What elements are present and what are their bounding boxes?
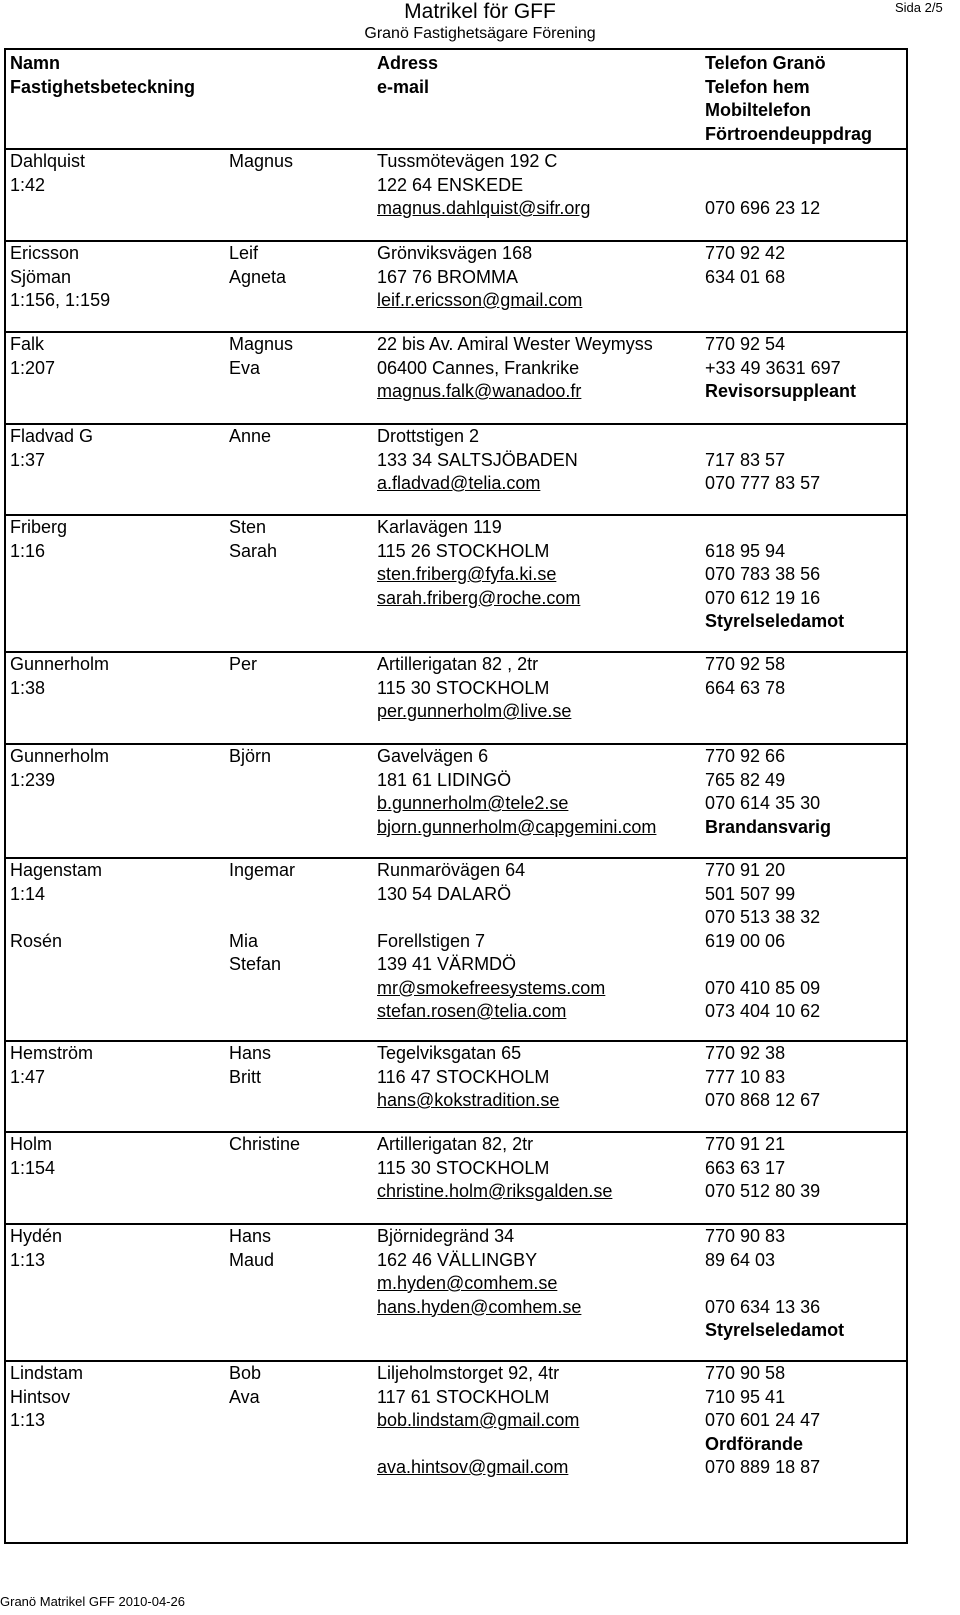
cell-text: Runmarövägen 64 bbox=[377, 860, 526, 880]
first-name-cell bbox=[229, 1225, 274, 1272]
phone-cell bbox=[705, 1133, 820, 1204]
cell-text: 1:239 bbox=[10, 769, 56, 790]
member-entry bbox=[6, 150, 906, 242]
first-name-cell bbox=[229, 859, 295, 977]
address-cell bbox=[377, 1362, 579, 1480]
cell-text bbox=[705, 425, 820, 449]
cell-text: Ericsson bbox=[10, 243, 80, 263]
phone-cell bbox=[705, 516, 844, 634]
name-cell bbox=[10, 516, 67, 563]
member-entry bbox=[6, 242, 906, 333]
cell-text: Eva bbox=[229, 357, 261, 378]
cell-text: Dahlquist bbox=[10, 151, 86, 171]
email-link[interactable]: hans.hyden@comhem.se bbox=[377, 1296, 582, 1317]
address-cell bbox=[377, 745, 656, 839]
cell-text: +33 49 3631 697 bbox=[705, 357, 841, 378]
cell-text: Hans bbox=[229, 1226, 272, 1246]
cell-text: Ava bbox=[229, 1386, 260, 1407]
role-label: Revisorsuppleant bbox=[705, 381, 857, 401]
cell-text: Tegelviksgatan 65 bbox=[377, 1043, 522, 1063]
cell-text: Gunnerholm bbox=[10, 654, 110, 674]
header-label: Adress bbox=[377, 53, 439, 73]
cell-text: 070 612 19 16 bbox=[705, 587, 821, 608]
cell-text: Mia bbox=[229, 930, 259, 951]
cell-text: 770 92 54 bbox=[705, 334, 786, 354]
cell-text: Maud bbox=[229, 1249, 275, 1270]
cell-text: 116 47 STOCKHOLM bbox=[377, 1066, 550, 1087]
cell-text: Björn bbox=[229, 746, 272, 766]
cell-text: Bob bbox=[229, 1363, 262, 1383]
cell-text: 070 410 85 09 bbox=[705, 977, 821, 998]
cell-text bbox=[377, 1433, 579, 1457]
name-cell bbox=[10, 1133, 55, 1180]
first-name-cell bbox=[229, 242, 286, 289]
address-cell bbox=[377, 516, 580, 610]
address-cell bbox=[377, 242, 582, 313]
header-label: Telefon hem bbox=[705, 76, 810, 97]
member-entry bbox=[6, 1225, 906, 1362]
cell-text: Forellstigen 7 bbox=[377, 930, 486, 951]
header-label: Mobiltelefon bbox=[705, 100, 811, 120]
cell-text: Drottstigen 2 bbox=[377, 426, 480, 446]
cell-text: Holm bbox=[10, 1134, 53, 1154]
cell-text: 162 46 VÄLLINGBY bbox=[377, 1249, 538, 1270]
cell-text: Gunnerholm bbox=[10, 746, 110, 766]
cell-text: Sten bbox=[229, 517, 267, 537]
address-cell bbox=[377, 1042, 559, 1113]
cell-text: Rosén bbox=[10, 930, 63, 951]
document-subtitle: Granö Fastighetsägare Förening bbox=[364, 25, 596, 42]
cell-text: 073 404 10 62 bbox=[705, 1001, 821, 1021]
cell-text: 181 61 LIDINGÖ bbox=[377, 769, 512, 790]
cell-text: 501 507 99 bbox=[705, 883, 796, 904]
header-label: Fastighetsbeteckning bbox=[10, 76, 196, 97]
cell-text: 770 92 66 bbox=[705, 746, 786, 766]
cell-text: 770 92 38 bbox=[705, 1043, 786, 1063]
cell-text bbox=[229, 883, 295, 907]
role-label: Ordförande bbox=[705, 1433, 804, 1454]
email-link[interactable]: stefan.rosen@telia.com bbox=[377, 1001, 567, 1021]
phone-cell bbox=[705, 425, 820, 496]
cell-text: 664 63 78 bbox=[705, 677, 786, 698]
cell-text: 115 26 STOCKHOLM bbox=[377, 540, 550, 561]
first-name-cell bbox=[229, 1133, 300, 1157]
email-link[interactable]: sarah.friberg@roche.com bbox=[377, 587, 581, 608]
cell-text: Magnus bbox=[229, 334, 294, 354]
cell-text: 1:42 bbox=[10, 174, 46, 195]
cell-text: 070 614 35 30 bbox=[705, 793, 821, 813]
cell-text: 070 889 18 87 bbox=[705, 1457, 821, 1477]
cell-text: Per bbox=[229, 654, 258, 674]
cell-text: 22 bis Av. Amiral Wester Weymyss bbox=[377, 334, 653, 354]
role-label: Brandansvarig bbox=[705, 816, 832, 837]
first-name-cell bbox=[229, 150, 293, 174]
cell-text: Hydén bbox=[10, 1226, 63, 1246]
document-title: Matrikel för GFF bbox=[404, 0, 556, 23]
cell-text: 710 95 41 bbox=[705, 1386, 786, 1407]
name-cell bbox=[10, 333, 55, 380]
cell-text: 770 92 42 bbox=[705, 243, 786, 263]
cell-text: 89 64 03 bbox=[705, 1249, 776, 1270]
first-name-cell bbox=[229, 745, 271, 769]
member-entry bbox=[6, 1133, 906, 1225]
cell-text: Grönviksvägen 168 bbox=[377, 243, 533, 263]
cell-text: 770 90 83 bbox=[705, 1226, 786, 1246]
cell-text: 663 63 17 bbox=[705, 1157, 786, 1178]
address-cell bbox=[377, 859, 605, 1024]
phone-cell bbox=[705, 242, 785, 289]
address-cell bbox=[377, 1225, 581, 1319]
cell-text: 070 777 83 57 bbox=[705, 473, 821, 493]
cell-text: Sjöman bbox=[10, 266, 72, 287]
cell-text: 130 54 DALARÖ bbox=[377, 883, 512, 904]
first-name-cell bbox=[229, 333, 293, 380]
cell-text: 717 83 57 bbox=[705, 449, 786, 470]
cell-text: 1:13 bbox=[10, 1410, 46, 1430]
cell-text bbox=[705, 174, 820, 198]
phone-cell bbox=[705, 1042, 820, 1113]
name-cell bbox=[10, 150, 85, 197]
cell-text: 115 30 STOCKHOLM bbox=[377, 1157, 550, 1178]
cell-text: Falk bbox=[10, 334, 45, 354]
member-entry bbox=[6, 745, 906, 859]
member-entry bbox=[6, 859, 906, 1042]
cell-text: Artillerigatan 82 , 2tr bbox=[377, 654, 539, 674]
email-link[interactable]: b.gunnerholm@tele2.se bbox=[377, 793, 569, 813]
cell-text: 1:13 bbox=[10, 1249, 46, 1270]
email-link[interactable]: magnus.dahlquist@sifr.org bbox=[377, 198, 591, 218]
address-cell bbox=[377, 150, 590, 221]
cell-text: Hagenstam bbox=[10, 860, 103, 880]
member-entries bbox=[6, 150, 906, 1498]
table-header bbox=[6, 50, 906, 150]
member-entry bbox=[6, 1362, 906, 1498]
name-cell bbox=[10, 1225, 62, 1272]
cell-text: 765 82 49 bbox=[705, 769, 786, 790]
phone-cell bbox=[705, 745, 831, 839]
header-label: Telefon Granö bbox=[705, 53, 826, 73]
cell-text: 1:16 bbox=[10, 540, 46, 561]
email-link[interactable]: bob.lindstam@gmail.com bbox=[377, 1410, 580, 1430]
address-cell bbox=[377, 425, 578, 496]
email-link[interactable]: hans@kokstradition.se bbox=[377, 1090, 560, 1110]
cell-text: Hemström bbox=[10, 1043, 94, 1063]
address-cell bbox=[377, 653, 571, 724]
name-cell bbox=[10, 745, 109, 792]
cell-text: 634 01 68 bbox=[705, 266, 786, 287]
cell-text bbox=[705, 516, 844, 540]
cell-text: Hans bbox=[229, 1043, 272, 1063]
member-entry bbox=[6, 516, 906, 653]
cell-text: Ingemar bbox=[229, 860, 296, 880]
cell-text: 1:14 bbox=[10, 883, 46, 904]
name-cell bbox=[10, 425, 93, 472]
cell-text: 1:154 bbox=[10, 1157, 56, 1178]
cell-text: Stefan bbox=[229, 954, 282, 974]
cell-text: 619 00 06 bbox=[705, 930, 786, 951]
document-footer: Granö Matrikel GFF 2010-04-26 bbox=[0, 1594, 185, 1609]
cell-text: Sarah bbox=[229, 540, 278, 561]
name-cell bbox=[10, 242, 110, 313]
cell-text: Tussmötevägen 192 C bbox=[377, 151, 558, 171]
cell-text: Britt bbox=[229, 1066, 262, 1087]
name-cell bbox=[10, 1362, 83, 1433]
cell-text: Gavelvägen 6 bbox=[377, 746, 489, 766]
cell-text: 1:207 bbox=[10, 357, 56, 378]
email-link[interactable]: per.gunnerholm@live.se bbox=[377, 701, 572, 721]
email-link[interactable]: sten.friberg@fyfa.ki.se bbox=[377, 564, 557, 584]
address-cell bbox=[377, 1133, 612, 1204]
phone-cell bbox=[705, 150, 820, 221]
email-link[interactable]: m.hyden@comhem.se bbox=[377, 1273, 558, 1293]
cell-text: 070 783 38 56 bbox=[705, 564, 821, 584]
cell-text: 122 64 ENSKEDE bbox=[377, 174, 524, 195]
first-name-cell bbox=[229, 425, 271, 449]
cell-text: 06400 Cannes, Frankrike bbox=[377, 357, 580, 378]
cell-text: Agneta bbox=[229, 266, 287, 287]
cell-text: Karlavägen 119 bbox=[377, 517, 502, 537]
header-column-name bbox=[10, 52, 195, 99]
header-column-phone bbox=[705, 52, 872, 146]
cell-text: Lindstam bbox=[10, 1363, 84, 1383]
email-link[interactable]: christine.holm@riksgalden.se bbox=[377, 1181, 613, 1201]
address-cell bbox=[377, 333, 653, 404]
name-cell bbox=[10, 653, 109, 700]
cell-text: 070 634 13 36 bbox=[705, 1296, 821, 1317]
name-cell bbox=[10, 1042, 93, 1089]
member-entry bbox=[6, 425, 906, 516]
email-link[interactable]: leif.r.ericsson@gmail.com bbox=[377, 290, 583, 310]
header-label: e-mail bbox=[377, 76, 430, 97]
cell-text: 1:37 bbox=[10, 449, 46, 470]
cell-text bbox=[10, 906, 102, 930]
cell-text: 070 868 12 67 bbox=[705, 1090, 821, 1110]
phone-cell bbox=[705, 333, 856, 404]
role-label: Styrelseledamot bbox=[705, 1320, 845, 1340]
cell-text: 133 34 SALTSJÖBADEN bbox=[377, 449, 578, 470]
name-cell bbox=[10, 859, 102, 953]
first-name-cell bbox=[229, 1042, 271, 1089]
cell-text: Liljeholmstorget 92, 4tr bbox=[377, 1363, 560, 1383]
cell-text: Christine bbox=[229, 1134, 301, 1154]
member-directory-table bbox=[4, 48, 908, 1544]
header-label: Namn bbox=[10, 53, 61, 73]
cell-text: 070 512 80 39 bbox=[705, 1181, 821, 1201]
header-column-address bbox=[377, 52, 438, 99]
phone-cell bbox=[705, 653, 785, 700]
member-entry bbox=[6, 653, 906, 745]
cell-text: 770 91 21 bbox=[705, 1134, 786, 1154]
first-name-cell bbox=[229, 516, 277, 563]
page-number: Sida 2/5 bbox=[895, 0, 943, 15]
cell-text: Magnus bbox=[229, 151, 294, 171]
cell-text: 139 41 VÄRMDÖ bbox=[377, 954, 517, 974]
cell-text: 618 95 94 bbox=[705, 540, 786, 561]
cell-text: 770 90 58 bbox=[705, 1363, 786, 1383]
phone-cell bbox=[705, 1362, 820, 1480]
cell-text bbox=[377, 906, 605, 930]
cell-text bbox=[705, 150, 820, 174]
email-link[interactable]: magnus.falk@wanadoo.fr bbox=[377, 381, 582, 401]
email-link[interactable]: a.fladvad@telia.com bbox=[377, 473, 541, 493]
phone-cell bbox=[705, 1225, 844, 1343]
cell-text: 167 76 BROMMA bbox=[377, 266, 519, 287]
first-name-cell bbox=[229, 653, 257, 677]
cell-text: Björnidegränd 34 bbox=[377, 1226, 515, 1246]
cell-text: 1:156, 1:159 bbox=[10, 290, 111, 310]
cell-text: Anne bbox=[229, 426, 272, 446]
email-link[interactable]: ava.hintsov@gmail.com bbox=[377, 1457, 569, 1477]
cell-text bbox=[229, 906, 295, 930]
cell-text: Artillerigatan 82, 2tr bbox=[377, 1134, 534, 1154]
cell-text bbox=[705, 1272, 844, 1296]
first-name-cell bbox=[229, 1362, 261, 1409]
cell-text: 777 10 83 bbox=[705, 1066, 786, 1087]
cell-text: 070 696 23 12 bbox=[705, 198, 821, 218]
cell-text: 770 92 58 bbox=[705, 654, 786, 674]
role-label: Styrelseledamot bbox=[705, 611, 845, 631]
header-label: Förtroendeuppdrag bbox=[705, 123, 872, 144]
cell-text: 115 30 STOCKHOLM bbox=[377, 677, 550, 698]
cell-text bbox=[705, 953, 820, 977]
cell-text: 1:38 bbox=[10, 677, 46, 698]
member-entry bbox=[6, 333, 906, 425]
cell-text: 770 91 20 bbox=[705, 860, 786, 880]
cell-text: Leif bbox=[229, 243, 259, 263]
cell-text: Friberg bbox=[10, 517, 68, 537]
cell-text: 117 61 STOCKHOLM bbox=[377, 1386, 550, 1407]
cell-text: Hintsov bbox=[10, 1386, 71, 1407]
email-link[interactable]: bjorn.gunnerholm@capgemini.com bbox=[377, 816, 657, 837]
cell-text: 070 601 24 47 bbox=[705, 1410, 821, 1430]
cell-text: 1:47 bbox=[10, 1066, 46, 1087]
member-entry bbox=[6, 1042, 906, 1133]
cell-text: 070 513 38 32 bbox=[705, 907, 821, 927]
email-link[interactable]: mr@smokefreesystems.com bbox=[377, 977, 606, 998]
cell-text: Fladvad G bbox=[10, 426, 94, 446]
phone-cell bbox=[705, 859, 820, 1024]
